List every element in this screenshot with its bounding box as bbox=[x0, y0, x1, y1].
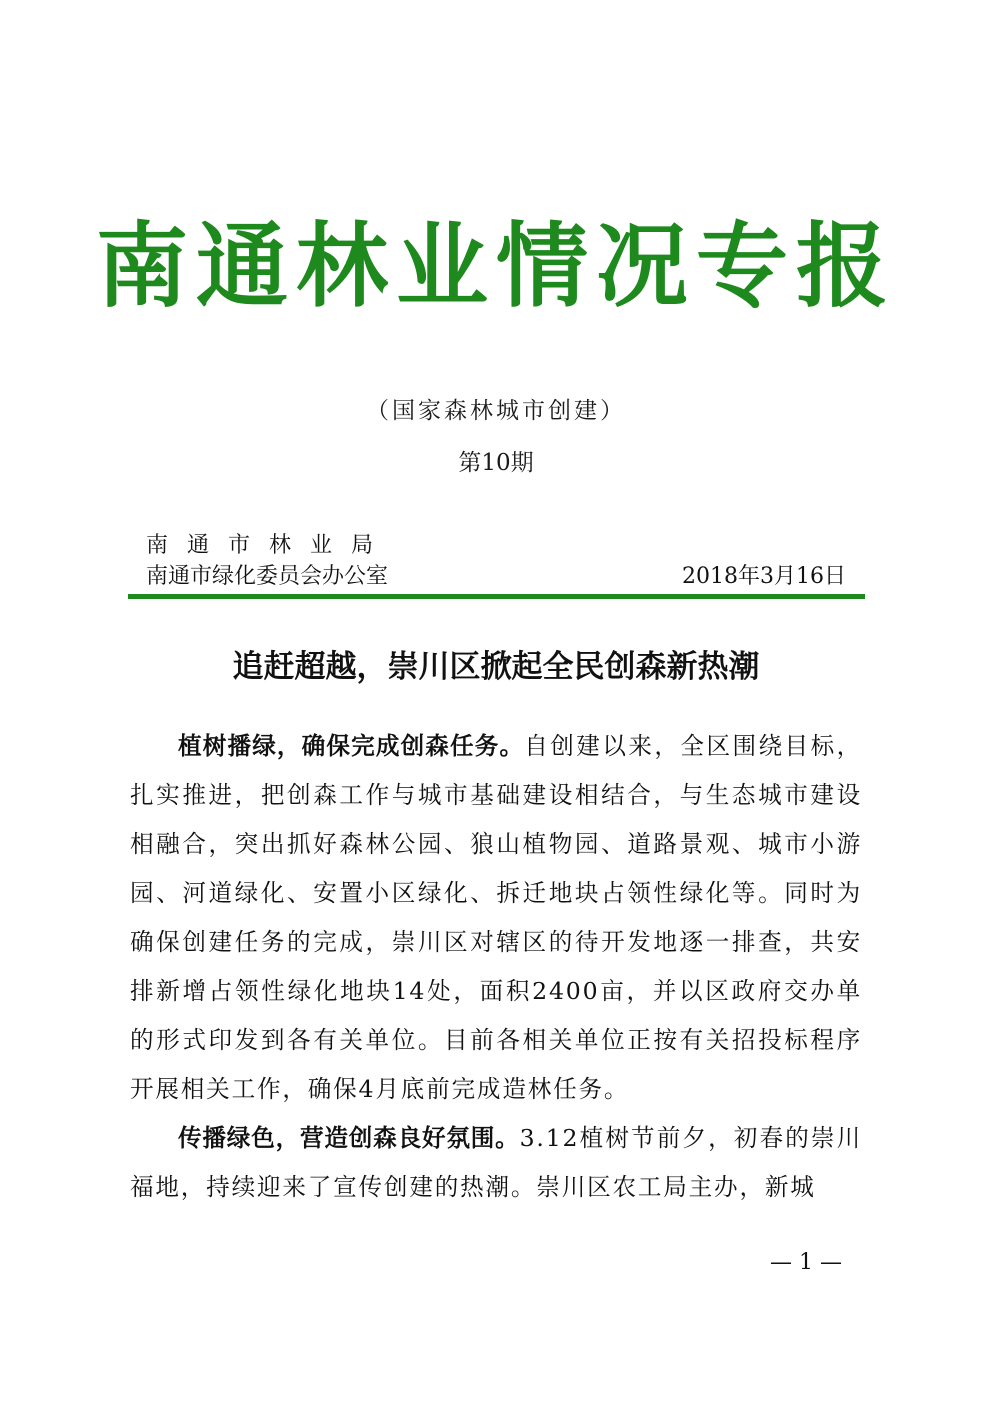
masthead-title: 南通林业情况专报 bbox=[95, 212, 896, 320]
issuer-forestry-bureau: 南通市林业局 bbox=[146, 533, 393, 558]
page-number: — 1 — bbox=[770, 1250, 842, 1275]
article-body bbox=[130, 722, 862, 1212]
paragraph bbox=[130, 722, 862, 1114]
paragraph-text: 自创建以来，全区围绕目标，扎实推进，把创森工作与城市基础建设相结合，与生态城市建设相融合，突出抓好森林公园、狼山植物园、道路景观、城市小游园、河道绿化、安置小区绿化、拆迁地块占领性绿化等。同时为确保创建任务的完成，崇川区对辖区的待开发地逐一排查，共安排新增占领性绿化地块14处，面积2400亩，并以区政府交办单的形式印发到各有关单位。目前各相关单位正按有关招投标程序开展相关工作，确保4月底前完成造林任务。 bbox=[130, 732, 862, 1103]
paragraph-lead: 植树播绿，确保完成创森任务。 bbox=[178, 732, 525, 760]
paragraph bbox=[130, 1114, 862, 1212]
green-divider-rule bbox=[128, 594, 865, 599]
paragraph-text: 3.12植树节前夕，初春的崇川福地，持续迎来了宣传创建的热潮。崇川区农工局主办，新城 bbox=[130, 1124, 862, 1201]
category-subtitle: （国家森林城市创建） bbox=[366, 398, 626, 424]
article-title: 追赶超越，崇川区掀起全民创森新热潮 bbox=[232, 649, 760, 685]
issuer-greening-committee: 南通市绿化委员会办公室 bbox=[146, 564, 389, 589]
issue-date: 2018年3月16日 bbox=[682, 564, 846, 589]
paragraph-lead: 传播绿色，营造创森良好氛围。 bbox=[178, 1124, 520, 1152]
issue-number: 第10期 bbox=[458, 450, 534, 476]
